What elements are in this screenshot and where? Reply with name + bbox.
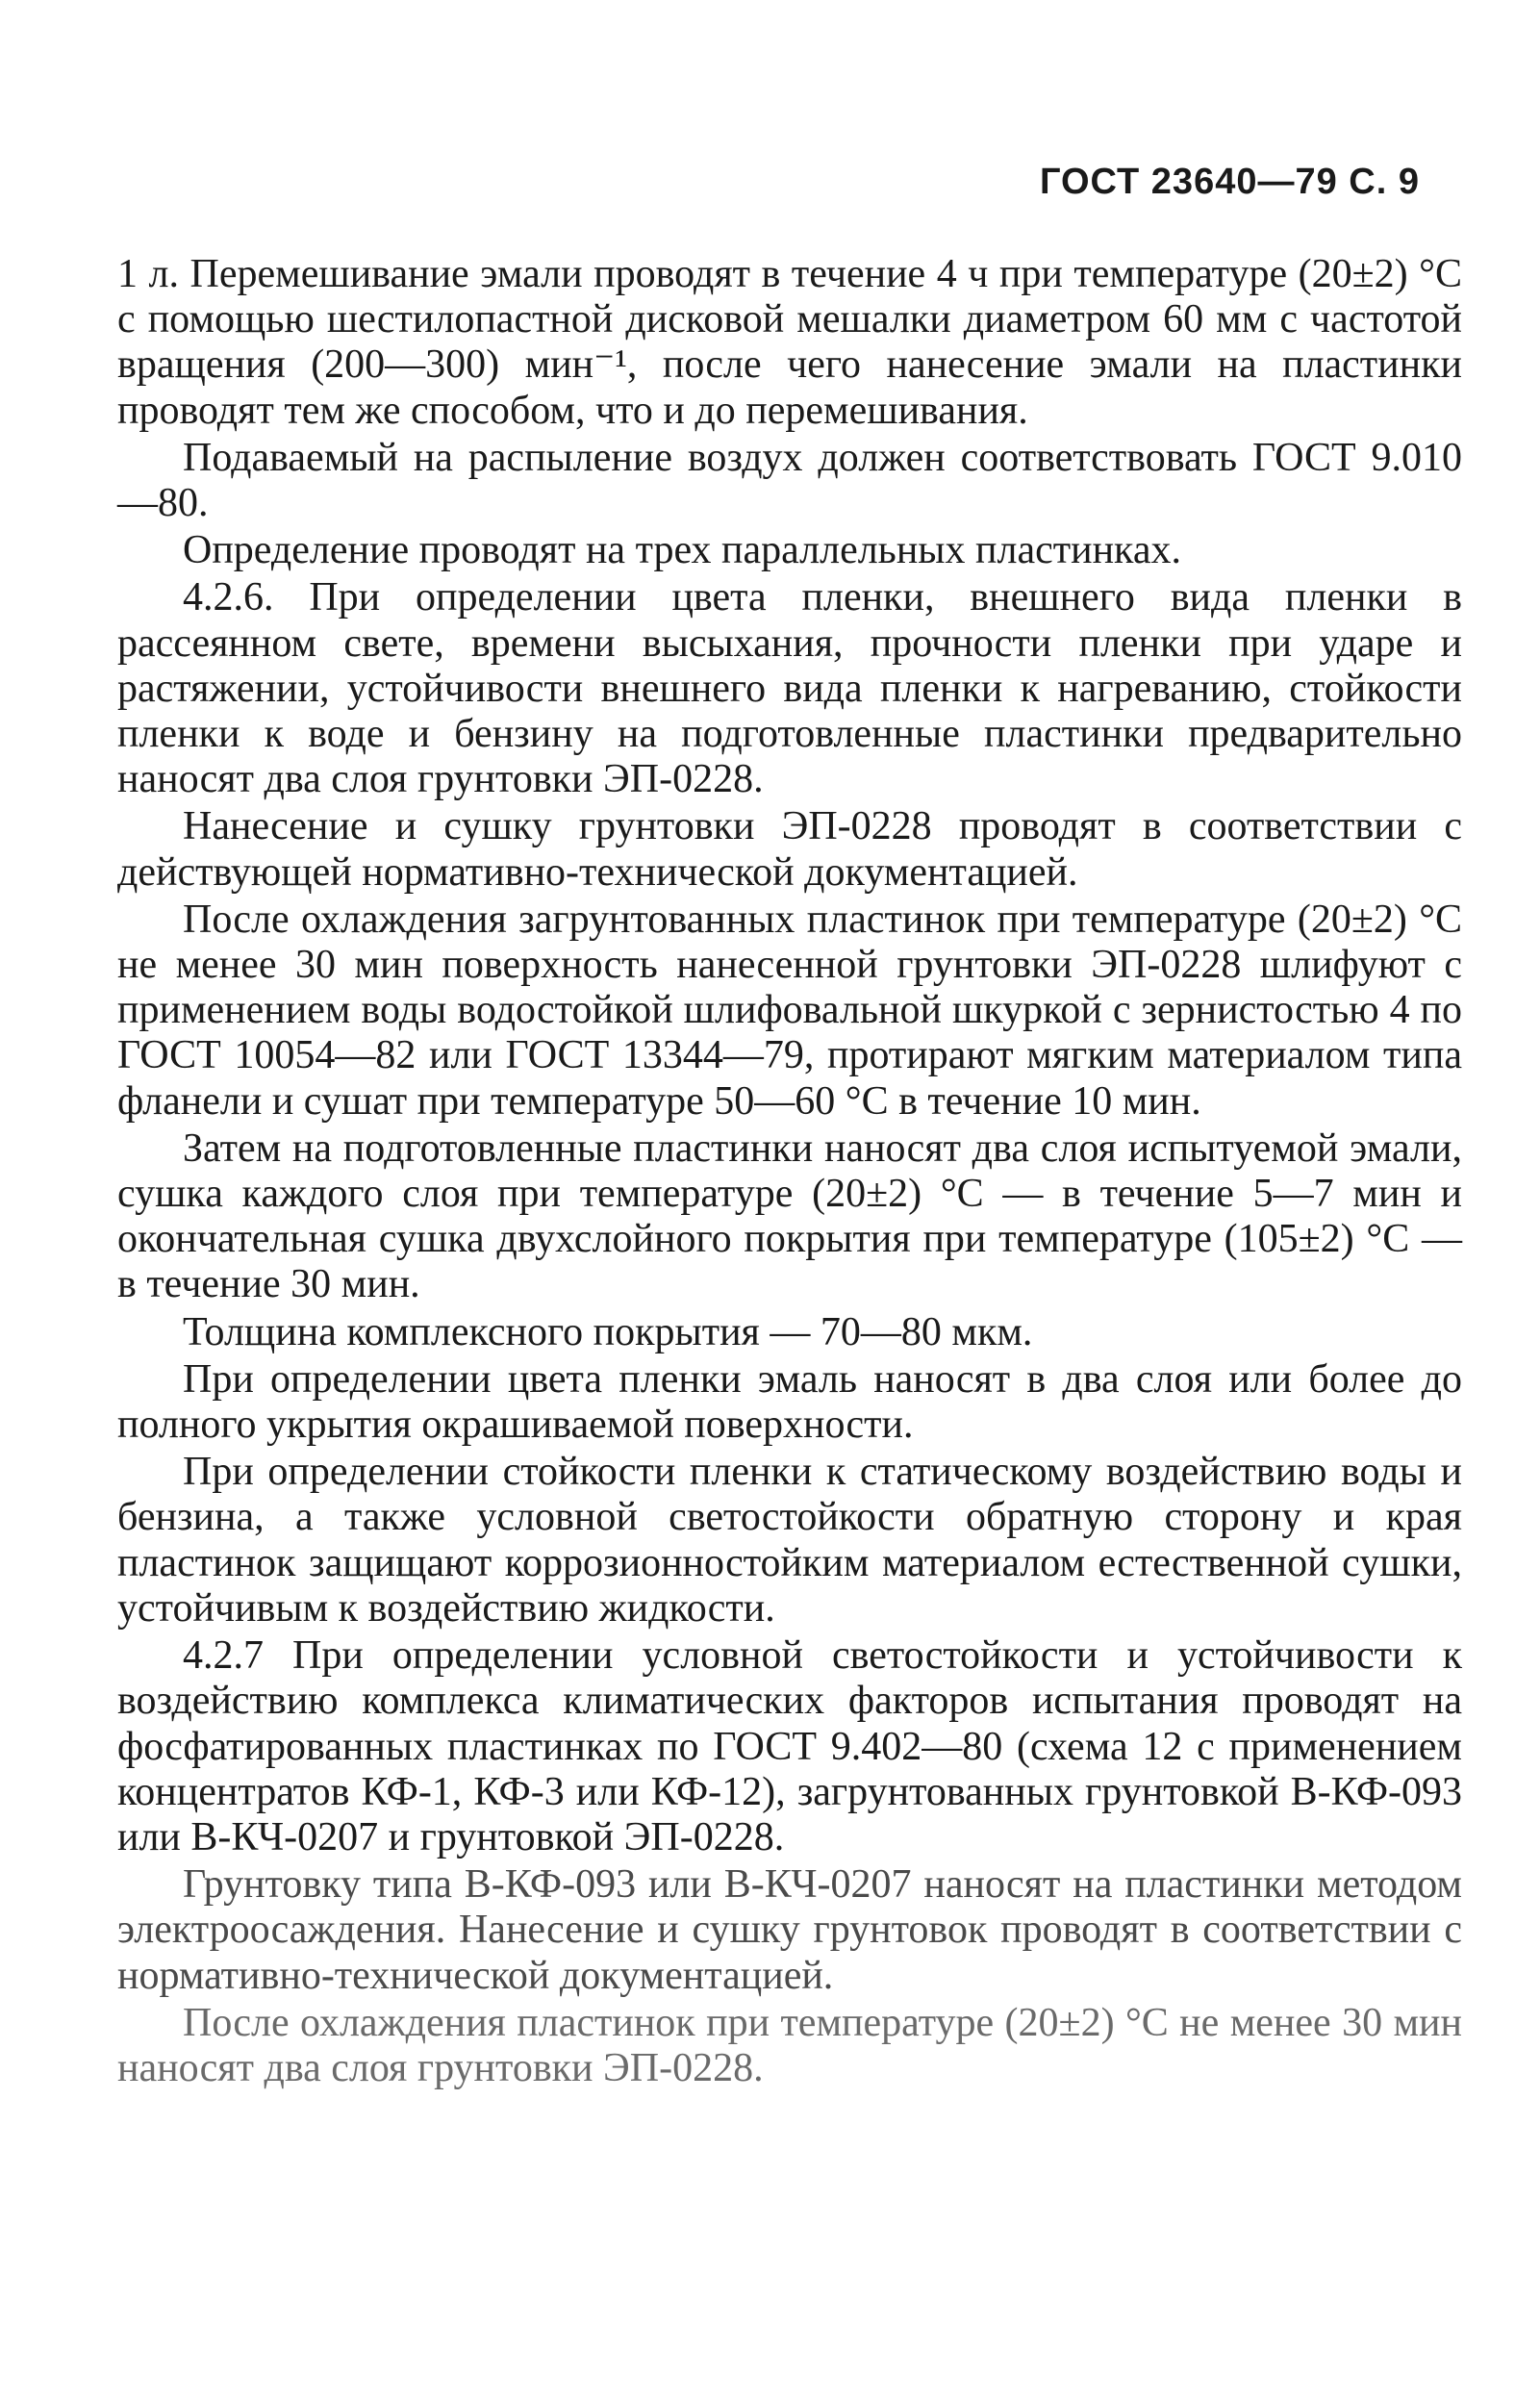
paragraph-water-petrol-resistance: При определении стойкости пленки к статическому воздействию воды и бензина, а также условной светостойкости обратную сторону и края пластинок защищают коррозионностойким материалом естественной сушки, устойчивым к воздействию жидкости.	[117, 1450, 1462, 1631]
paragraph-cooling-sanding: После охлаждения загрунтованных пластинок при температуре (20±2) °С не менее 30 мин поверхность нанесенной грунтовки ЭП-0228 шлифуют с применением воды водостойкой шлифовальной шкуркой с зернистостью 4 по ГОСТ 10054—82 или ГОСТ 13344—79, протирают мягким материалом типа фланели и сушат при температуре 50—60 °С в течение 10 мин.	[117, 897, 1462, 1124]
paragraph-mixing: 1 л. Перемешивание эмали проводят в течение 4 ч при температуре (20±2) °С с помощью шестилопастной дисковой мешалки диаметром 60 мм с частотой вращения (200—300) мин⁻¹, после чего нанесение эмали на пластинки проводят тем же способом, что и до перемешивания.	[117, 252, 1462, 433]
paragraph-air-supply: Подаваемый на распыление воздух должен соответствовать ГОСТ 9.010—80.	[117, 435, 1462, 526]
paragraph-coating-thickness: Толщина комплексного покрытия — 70—80 мкм.	[183, 1309, 1033, 1354]
paragraph-enamel-layers: Затем на подготовленные пластинки наносят два слоя испытуемой эмали, сушка каждого слоя при температуре (20±2) °С — в течение 5—7 мин и окончательная сушка двухслойного покрытия при температуре (105±2) °С — в течение 30 мин.	[117, 1126, 1462, 1307]
paragraph-primer-application: Нанесение и сушку грунтовки ЭП-0228 проводят в соответствии с действующей нормативно-технической документацией.	[117, 804, 1462, 895]
running-header: ГОСТ 23640—79 С. 9	[1039, 162, 1420, 202]
body-text	[117, 252, 1462, 2093]
paragraph-electrodeposition: Грунтовку типа В-КФ-093 или В-КЧ-0207 наносят на пластинки методом электроосаждения. Нанесение и сушку грунтовок проводят в соответствии с нормативно-технической документацией.	[117, 1862, 1462, 1998]
paragraph-4-2-7: 4.2.7 При определении условной светостойкости и устойчивости к воздействию комплекса климатических факторов испытания проводят на фосфатированных пластинках по ГОСТ 9.402—80 (схема 12 с применением концентратов КФ-1, КФ-3 или КФ-12), загрунтованных грунтовкой В-КФ-093 или В-КЧ-0207 и грунтовкой ЭП-0228.	[117, 1633, 1462, 1859]
paragraph-4-2-6: 4.2.6. При определении цвета пленки, внешнего вида пленки в рассеянном свете, времени высыхания, прочности пленки при ударе и растяжении, устойчивости внешнего вида пленки к нагреванию, стойкости пленки к воде и бензину на подготовленные пластинки предварительно наносят два слоя грунтовки ЭП-0228.	[117, 575, 1462, 802]
paragraph-color-determination: При определении цвета пленки эмаль наносят в два слоя или более до полного укрытия окрашиваемой поверхности.	[117, 1356, 1462, 1448]
paragraph-final-cooling: После охлаждения пластинок при температуре (20±2) °С не менее 30 мин наносят два слоя грунтовки ЭП-0228.	[117, 2000, 1462, 2090]
paragraph-parallel-plates: Определение проводят на трех параллельных пластинках.	[183, 528, 1181, 573]
